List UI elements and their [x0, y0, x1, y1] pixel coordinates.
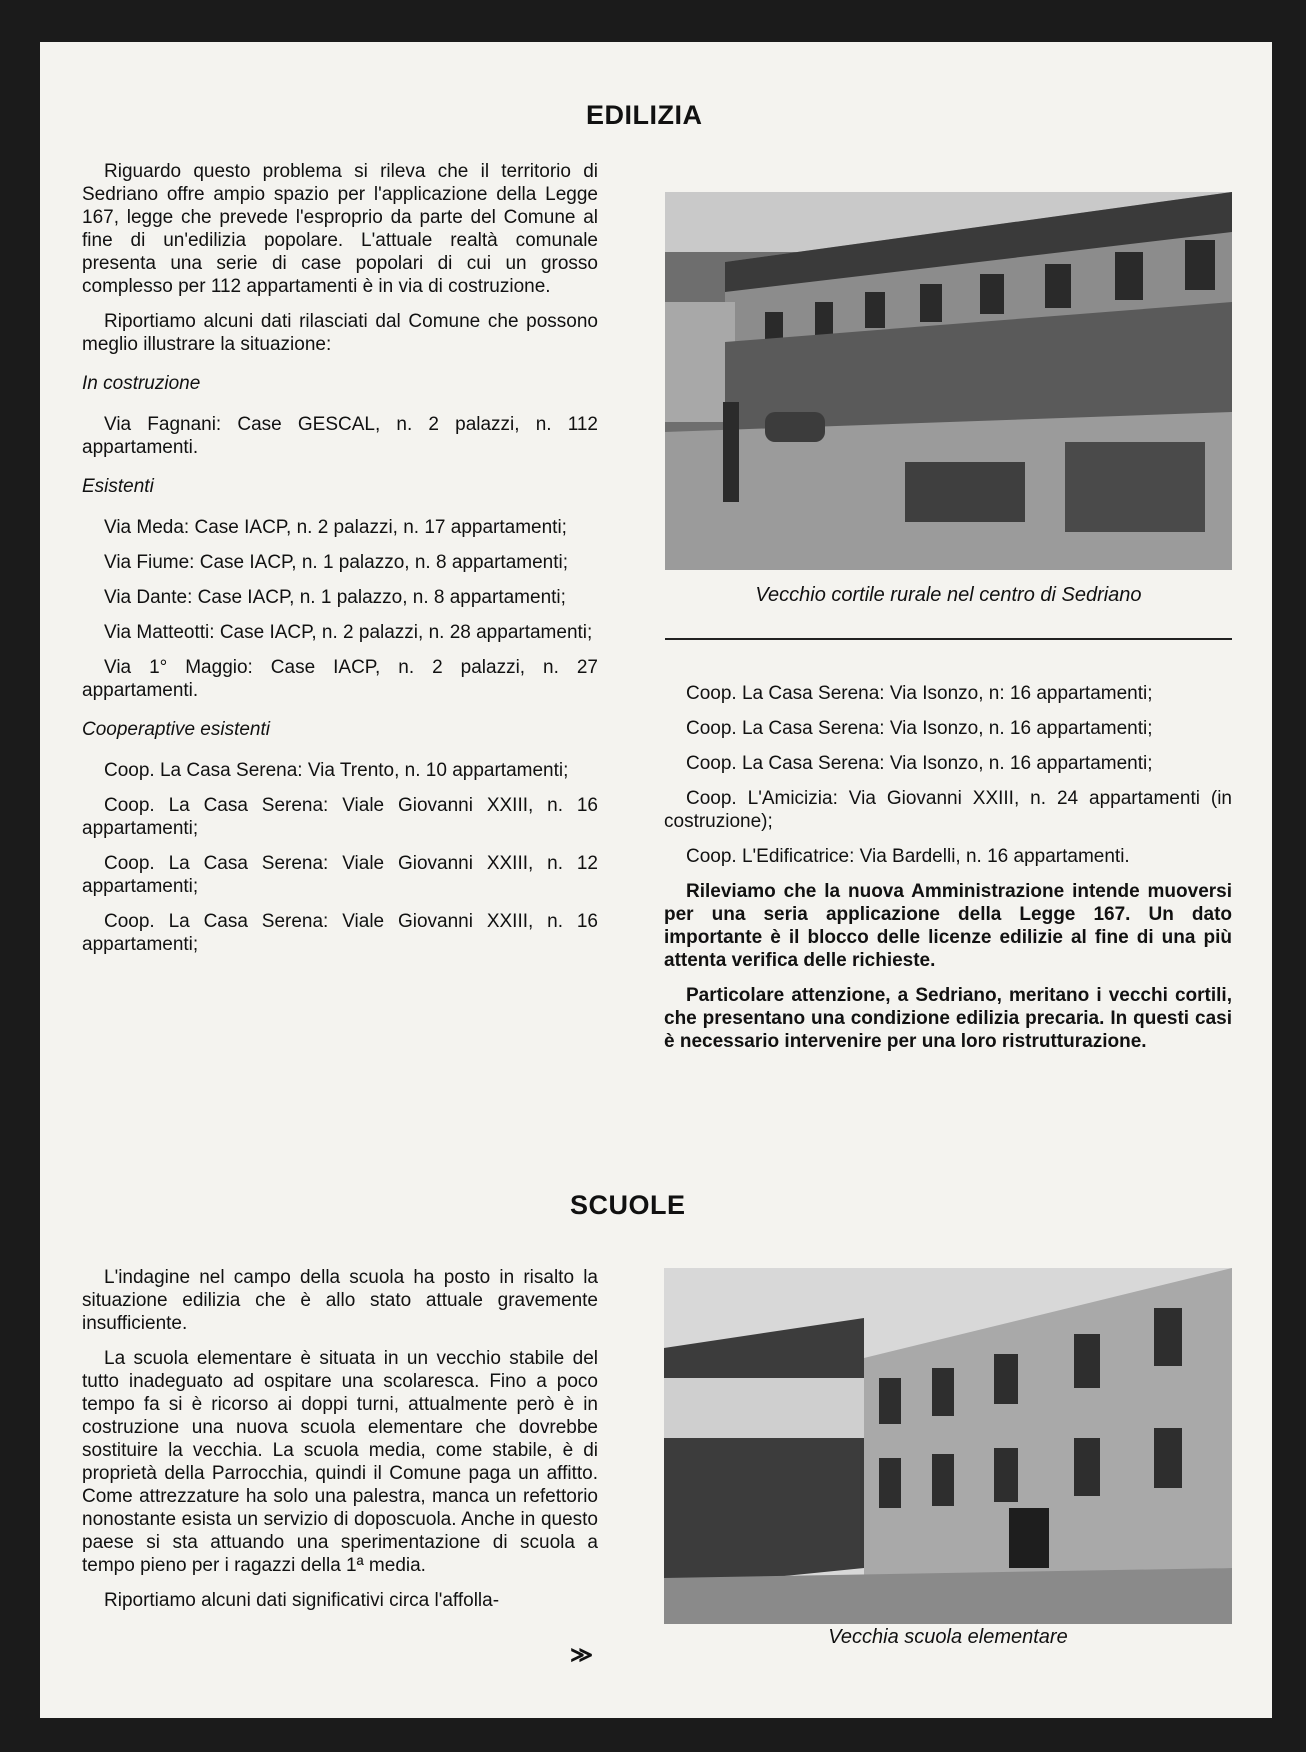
esistenti-item: Via 1° Maggio: Case IACP, n. 2 palazzi, n. 27 appartamenti. [82, 657, 598, 701]
esistenti-item: Via Fiume: Case IACP, n. 1 palazzo, n. 8 appartamenti; [104, 552, 568, 573]
edilizia-left-column [82, 160, 598, 968]
school-photo [664, 1268, 1232, 1624]
coop-item: Coop. La Casa Serena: Viale Giovanni XXIII, n. 12 appartamenti; [82, 853, 598, 897]
courtyard-photo [665, 192, 1232, 570]
coop-item: Coop. L'Edificatrice: Via Bardelli, n. 16 appartamenti. [686, 846, 1130, 867]
coop-item: Coop. La Casa Serena: Via Isonzo, n. 16 appartamenti; [686, 753, 1153, 774]
coop-item: Coop. La Casa Serena: Viale Giovanni XXIII, n. 16 appartamenti; [82, 911, 598, 955]
coop-item: Coop. La Casa Serena: Via Isonzo, n. 16 appartamenti; [686, 718, 1153, 739]
in-costruzione-title: In costruzione [82, 373, 201, 394]
courtyard-photo-caption: Vecchio cortile rurale nel centro di Sedriano [755, 584, 1142, 606]
edilizia-intro: Riguardo questo problema si rileva che il territorio di Sedriano offre ampio spazio per l'applicazione della Legge 167, legge che prevede l'esproprio da parte del Comune al fine di un'edilizia popolare. L'attuale realtà comunale presenta una serie di case popolari di cui un grosso complesso per 112 appartamenti è in via di costruzione. [82, 161, 598, 297]
esistenti-item: Via Dante: Case IACP, n. 1 palazzo, n. 8 appartamenti; [104, 587, 566, 608]
edilizia-conclusion-1: Rileviamo che la nuova Amministrazione intende muoversi per una seria applicazione della Legge 167. Un dato importante è il blocco delle licenze edilizie al fine di una più attenta verifica delle richieste. [664, 881, 1232, 971]
edilizia-intro2: Riportiamo alcuni dati rilasciati dal Comune che possono meglio illustrare la situazione: [82, 311, 598, 355]
cooperative-title: Cooperaptive esistenti [82, 719, 270, 740]
caption-divider [665, 638, 1232, 640]
scuole-heading: SCUOLE [570, 1190, 686, 1220]
scuole-left-column [82, 1266, 598, 1624]
coop-item: Coop. La Casa Serena: Via Isonzo, n: 16 appartamenti; [686, 683, 1153, 704]
edilizia-right-column [664, 682, 1232, 1065]
edilizia-heading: EDILIZIA [586, 100, 703, 130]
esistenti-title: Esistenti [82, 476, 154, 497]
scuole-paragraph-1: L'indagine nel campo della scuola ha posto in risalto la situazione edilizia che è allo stato attuale gravemente insufficiente. [82, 1267, 598, 1334]
coop-item: Coop. La Casa Serena: Viale Giovanni XXIII, n. 16 appartamenti; [82, 795, 598, 839]
esistenti-item: Via Meda: Case IACP, n. 2 palazzi, n. 17 appartamenti; [104, 517, 567, 538]
in-costruzione-item: Via Fagnani: Case GESCAL, n. 2 palazzi, n. 112 appartamenti. [82, 414, 598, 458]
school-photo-caption: Vecchia scuola elementare [828, 1626, 1068, 1648]
continue-mark: ≫ [570, 1642, 594, 1667]
magazine-page [40, 42, 1272, 1718]
scuole-paragraph-3: Riportiamo alcuni dati significativi circa l'affolla- [104, 1590, 500, 1611]
edilizia-conclusion-2: Particolare attenzione, a Sedriano, meritano i vecchi cortili, che presentano una condizione edilizia precaria. In questi casi è necessario intervenire per una loro ristrutturazione. [664, 985, 1232, 1052]
coop-item: Coop. La Casa Serena: Via Trento, n. 10 appartamenti; [104, 760, 569, 781]
scuole-paragraph-2: La scuola elementare è situata in un vecchio stabile del tutto inadeguato ad ospitare una scolaresca. Fino a poco tempo fa si è ricorso ai doppi turni, attualmente però è in costruzione una nuova scuola elementare che dovrebbe sostituire la vecchia. La scuola media, come stabile, è di proprietà della Parrocchia, quindi il Comune paga un affitto. Come attrezzature ha solo una palestra, manca un refettorio nonostante esista un servizio di doposcuola. Anche in questo paese si sta attuando una sperimentazione di scuola a tempo pieno per i ragazzi della 1ª media. [82, 1348, 598, 1576]
esistenti-item: Via Matteotti: Case IACP, n. 2 palazzi, n. 28 appartamenti; [104, 622, 593, 643]
coop-item: Coop. L'Amicizia: Via Giovanni XXIII, n. 24 appartamenti (in costruzione); [664, 788, 1232, 832]
